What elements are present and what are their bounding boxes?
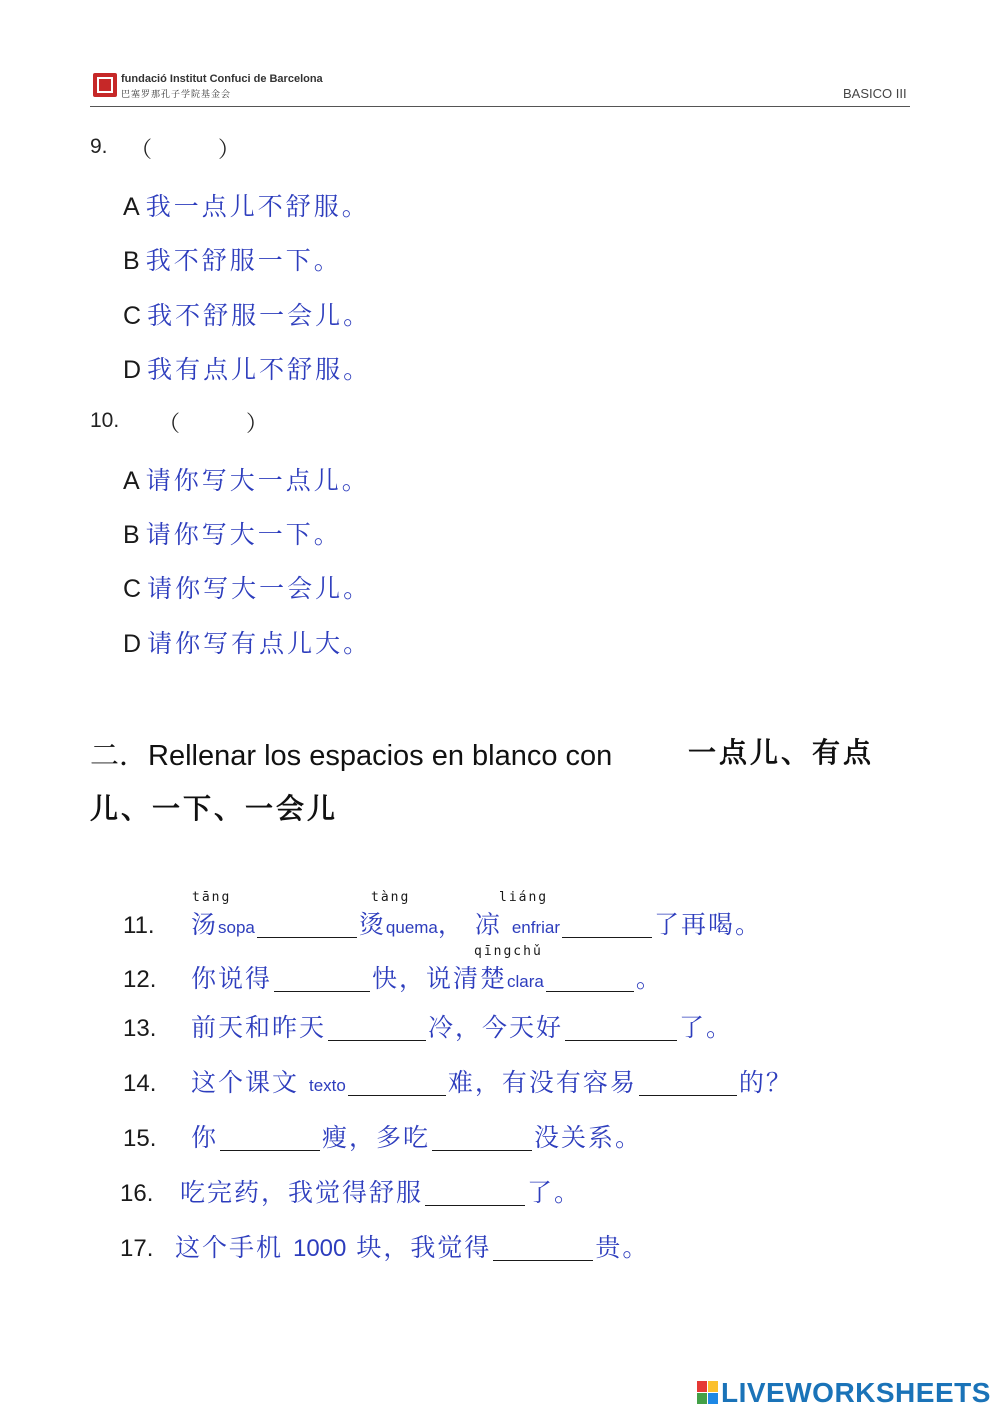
option-c: C 我不舒服一会儿。 — [123, 301, 372, 330]
blank-input[interactable] — [493, 1236, 593, 1261]
option-d: D 我有点儿不舒服。 — [123, 355, 372, 384]
liveworksheets-logo: LIVEWORKSHEETS — [697, 1377, 991, 1409]
answer-field[interactable] — [220, 1131, 324, 1157]
blank-input[interactable] — [432, 1126, 532, 1151]
header-divider — [90, 106, 910, 107]
blank-input[interactable] — [220, 1126, 320, 1151]
pinyin-tang2: tàng — [371, 890, 411, 905]
blank-input[interactable] — [348, 1071, 446, 1096]
blank-input[interactable] — [328, 1016, 426, 1041]
answer-field[interactable] — [432, 1131, 536, 1157]
fill-row-17: 17. 这个手机 1000 块，我觉得 贵。 — [120, 1228, 649, 1264]
answer-field[interactable] — [546, 972, 638, 998]
blank-input[interactable] — [562, 913, 652, 938]
fill-row-14: 14. 这个课文 texto 难，有没有容易 的？ — [123, 1063, 793, 1099]
answer-field[interactable] — [425, 1186, 529, 1212]
answer-field[interactable] — [257, 918, 361, 944]
blank-input[interactable] — [639, 1071, 737, 1096]
org-name: fundació Institut Confuci de Barcelona — [121, 73, 323, 85]
option-d: D 请你写有点儿大。 — [123, 629, 372, 658]
fill-row-13: 13. 前天和昨天 冷，今天好 了。 — [123, 1008, 733, 1044]
option-c: C 请你写大一会儿。 — [123, 574, 372, 603]
option-b: B 我不舒服一下。 — [123, 246, 342, 275]
answer-field[interactable] — [562, 918, 656, 944]
pinyin-liang: liáng — [499, 890, 549, 905]
pinyin-tang: tāng — [192, 890, 232, 905]
question-number: 9. — [90, 135, 108, 158]
fill-row-12: 12. 你说得 快，说清楚clara 。 — [123, 959, 663, 995]
fill-row-15: 15. 你 瘦，多吃 没关系。 — [123, 1118, 642, 1154]
question-number: 10. — [90, 409, 120, 432]
fill-row-16: 16. 吃完药，我觉得舒服 了。 — [120, 1173, 581, 1209]
answer-field[interactable] — [274, 972, 374, 998]
answer-box[interactable]: （ ） — [158, 411, 269, 436]
word-bank-line2: 儿、一下、一会儿 — [90, 792, 339, 825]
answer-box[interactable]: （ ） — [130, 137, 241, 162]
option-a: A 我一点儿不舒服。 — [123, 192, 370, 221]
blank-input[interactable] — [546, 967, 634, 992]
fill-row-11: 11. 汤sopa 烫quema， 凉 enfriar 了再喝。 — [123, 905, 762, 941]
blank-input[interactable] — [565, 1016, 677, 1041]
option-a: A 请你写大一点儿。 — [123, 466, 370, 495]
word-bank-line1: 一点儿、有点 — [688, 736, 875, 769]
liveworksheets-icon — [697, 1381, 719, 1405]
answer-field[interactable] — [328, 1021, 430, 1047]
option-b: B 请你写大一下。 — [123, 520, 342, 549]
section-heading: 二．Rellenar los espacios en blanco con — [90, 738, 613, 772]
answer-field[interactable] — [639, 1076, 741, 1102]
blank-input[interactable] — [425, 1181, 525, 1206]
answer-field[interactable] — [565, 1021, 681, 1047]
org-name-chinese: 巴塞罗那孔子学院基金会 — [121, 90, 232, 100]
blank-input[interactable] — [274, 967, 370, 992]
blank-input[interactable] — [257, 913, 357, 938]
level-label: BASICO III — [843, 86, 907, 101]
institute-logo — [93, 73, 117, 97]
answer-field[interactable] — [493, 1241, 597, 1267]
pinyin-qingchu: qīngchǔ — [474, 944, 543, 959]
answer-field[interactable] — [348, 1076, 450, 1102]
